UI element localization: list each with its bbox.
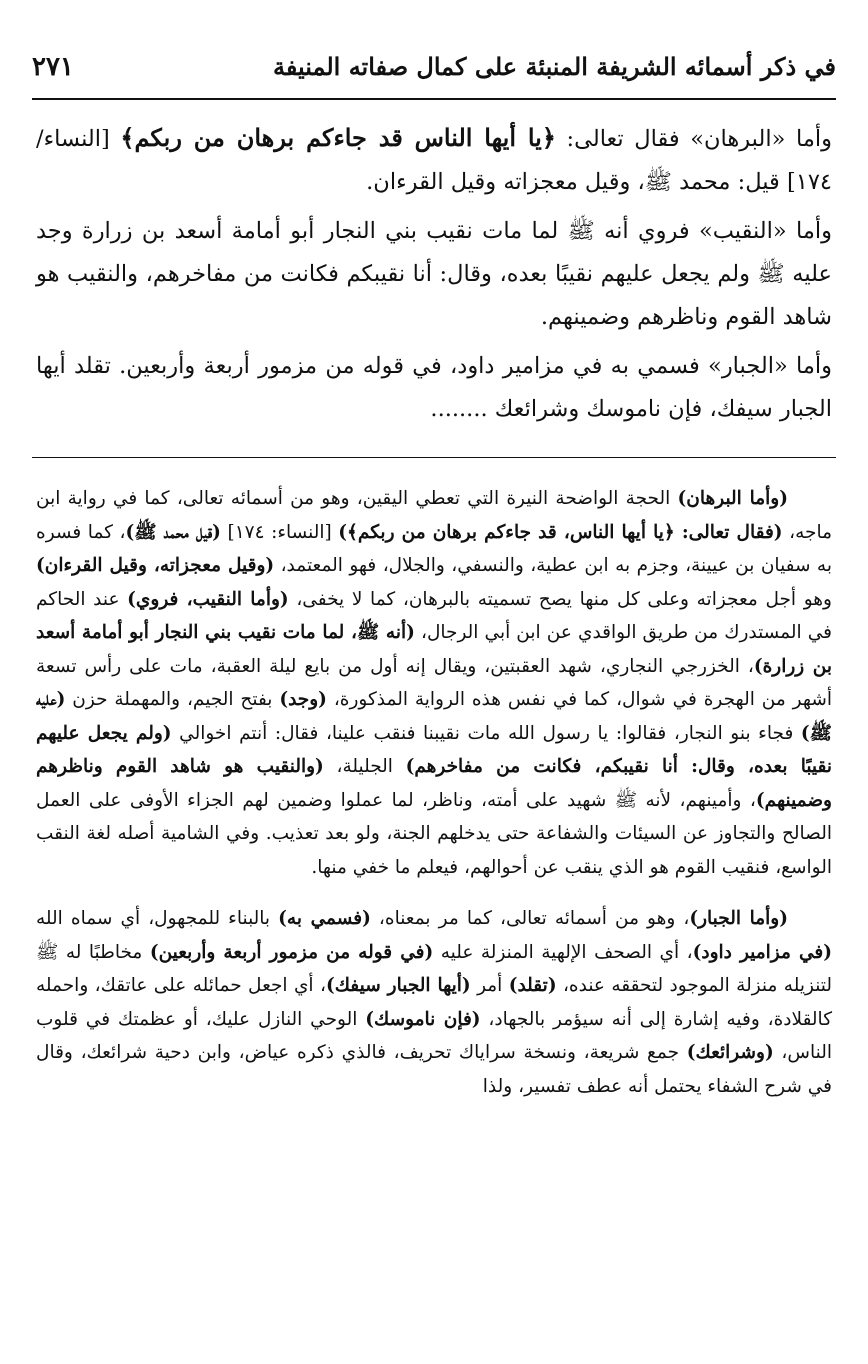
bold-phrase: (تقلد) (508, 975, 557, 996)
text-run: ، أي اجعل حمائله على عاتقك، واحمله كالقلادة، وفيه إشارة إلى أنه سيؤمر بالجهاد، (36, 975, 833, 1030)
main-paragraph (36, 345, 832, 431)
bold-phrase: (أنه ﷺ، لما مات نقيب بني النجار أبو أمامة أسعد بن زرارة) (36, 622, 833, 677)
text-run: ، كما فسره به سفيان بن عيينة، وجزم به ابن عطية، والنسفي، والجلال، فهو المعتمد، (36, 521, 832, 576)
bold-phrase: (وشرائعك) (686, 1042, 774, 1063)
bold-phrase: (في قوله من مزمور أربعة وأربعين) (149, 941, 434, 963)
bold-phrase: ﴿يا أيها الناس قد جاءكم برهان من ربكم﴾ (120, 123, 556, 152)
text-run: ، وهو من أسمائه تعالى، كما مر بمعناه، (370, 908, 690, 929)
text-run: بالبناء للمجهول، أي سماه الله (36, 908, 279, 929)
bold-phrase: (في مزامير داود) (692, 941, 832, 963)
bold-phrase: (أيها الجبار سيفك) (325, 975, 471, 996)
text-run: فجاء بنو النجار، فقالوا: يا رسول الله مات نقيبنا فنقب علينا، فقال: أنتم اخوالي (171, 722, 801, 744)
commentary-paragraph (36, 902, 832, 1103)
text-run: الحجة الواضحة النيرة التي تعطي اليقين، وهو من أسمائه تعالى، كما في رواية ابن ماجه، (36, 488, 832, 543)
main-paragraph (36, 116, 832, 204)
bold-phrase: (ولم يجعل عليهم نقيبًا بعده، وقال: أنا نقيبكم، فكانت من مفاخرهم) (36, 722, 833, 777)
bold-phrase: (فإن ناموسك) (365, 1008, 481, 1030)
text-run: الجليلة، (323, 756, 406, 777)
running-title: في ذكر أسمائه الشريفة المنبئة على كمال صفاته المنيفة (272, 52, 836, 81)
bold-phrase: (وأما البرهان) (677, 488, 788, 509)
bold-phrase: (قيل محمد ﷺ) (125, 521, 221, 543)
text-run: ، وأمينهم، لأنه ﷺ شهيد على أمته، وناظر، لما عملوا وضمين لهم الجزاء الأوفى على العمل الصالح والتجاوز عن السيئات والشفاعة حتى يدخلهم الجنة، ولو بعد تعذيب. وفي الشامية أصله لغة النقب الواسع، فنقيب القوم هو الذي ينقب عن أحوالهم، فيعلم ما خفي منها. (36, 789, 832, 878)
bold-phrase: (وقيل معجزاته، وقيل القرءان) (36, 555, 275, 576)
text-run: وهو أجل معجزاته وعلى كل منها يصح تسميته بالبرهان، كما لا يخفى، (288, 588, 832, 610)
bold-phrase: (عليه ﷺ) (36, 689, 832, 744)
bold-phrase: (والنقيب هو شاهد القوم وناظرهم وضمينهم) (36, 756, 832, 811)
footnote-separator (32, 457, 836, 458)
bold-phrase: (وأما الجبار) (689, 908, 788, 929)
bold-phrase: (وجد) (279, 689, 327, 710)
bold-phrase: (فسمي به) (278, 908, 371, 929)
page-header (32, 52, 836, 100)
text-run: [النساء: ١٧٤] (220, 521, 339, 543)
bold-phrase: (فقال تعالى: ﴿يا أيها الناس، قد جاءكم برهان من ربكم﴾) (338, 521, 783, 543)
commentary-paragraph (36, 482, 832, 884)
text-run: عند الحاكم في المستدرك من طريق الواقدي عن ابن أبي الرجال، (36, 588, 832, 643)
text-run: أمر (470, 975, 509, 996)
main-paragraph (36, 210, 832, 339)
text-run: جمع شريعة، ونسخة سراياك تحريف، فالذي ذكره عياض، وابن دحية شرائعك، وقال في شرح الشفاء يحتمل أنه عطف تفسير، ولذا (36, 1042, 832, 1097)
commentary-text (30, 482, 838, 1103)
bold-phrase: (وأما النقيب، فروي) (127, 588, 289, 610)
text-run: الوحي النازل عليك، أو عظمتك في قلوب الناس، (36, 1008, 832, 1063)
text-run: وأما «الجبار» فسمي به في مزامير داود، في قوله من مزمور أربعة وأربعين. تقلد أيها الجبار سيفك، فإن ناموسك وشرائعك ........ (36, 353, 832, 422)
main-text (30, 116, 838, 431)
text-run: [النساء/ ١٧٤] قيل: محمد ﷺ، وقيل معجزاته وقيل القرءان. (36, 126, 832, 195)
text-run: ، أي الصحف الإلهية المنزلة عليه (433, 941, 693, 963)
text-run: وأما «البرهان» فقال تعالى: (555, 126, 832, 152)
text-run: ، الخزرجي النجاري، شهد العقبتين، ويقال إنه أول من بايع ليلة العقبة، مات على رأس تسعة أشهر من الهجرة في شوال، كما في نفس هذه الرواية المذكورة، (36, 655, 833, 710)
text-run: وأما «النقيب» فروي أنه ﷺ لما مات نقيب بني النجار أبو أمامة أسعد بن زرارة وجد عليه ﷺ ولم يجعل عليهم نقيبًا بعده، وقال: أنا نقيبكم فكانت من مفاخرهم، والنقيب هو شاهد القوم وناظرهم وضمينهم. (36, 218, 832, 330)
page-number: ٢٧١ (32, 52, 74, 82)
text-run: مخاطبًا له ﷺ لتنزيله منزلة الموجود لتحققه عنده، (36, 941, 832, 996)
text-run: بفتح الجيم، والمهملة حزن (65, 689, 280, 710)
